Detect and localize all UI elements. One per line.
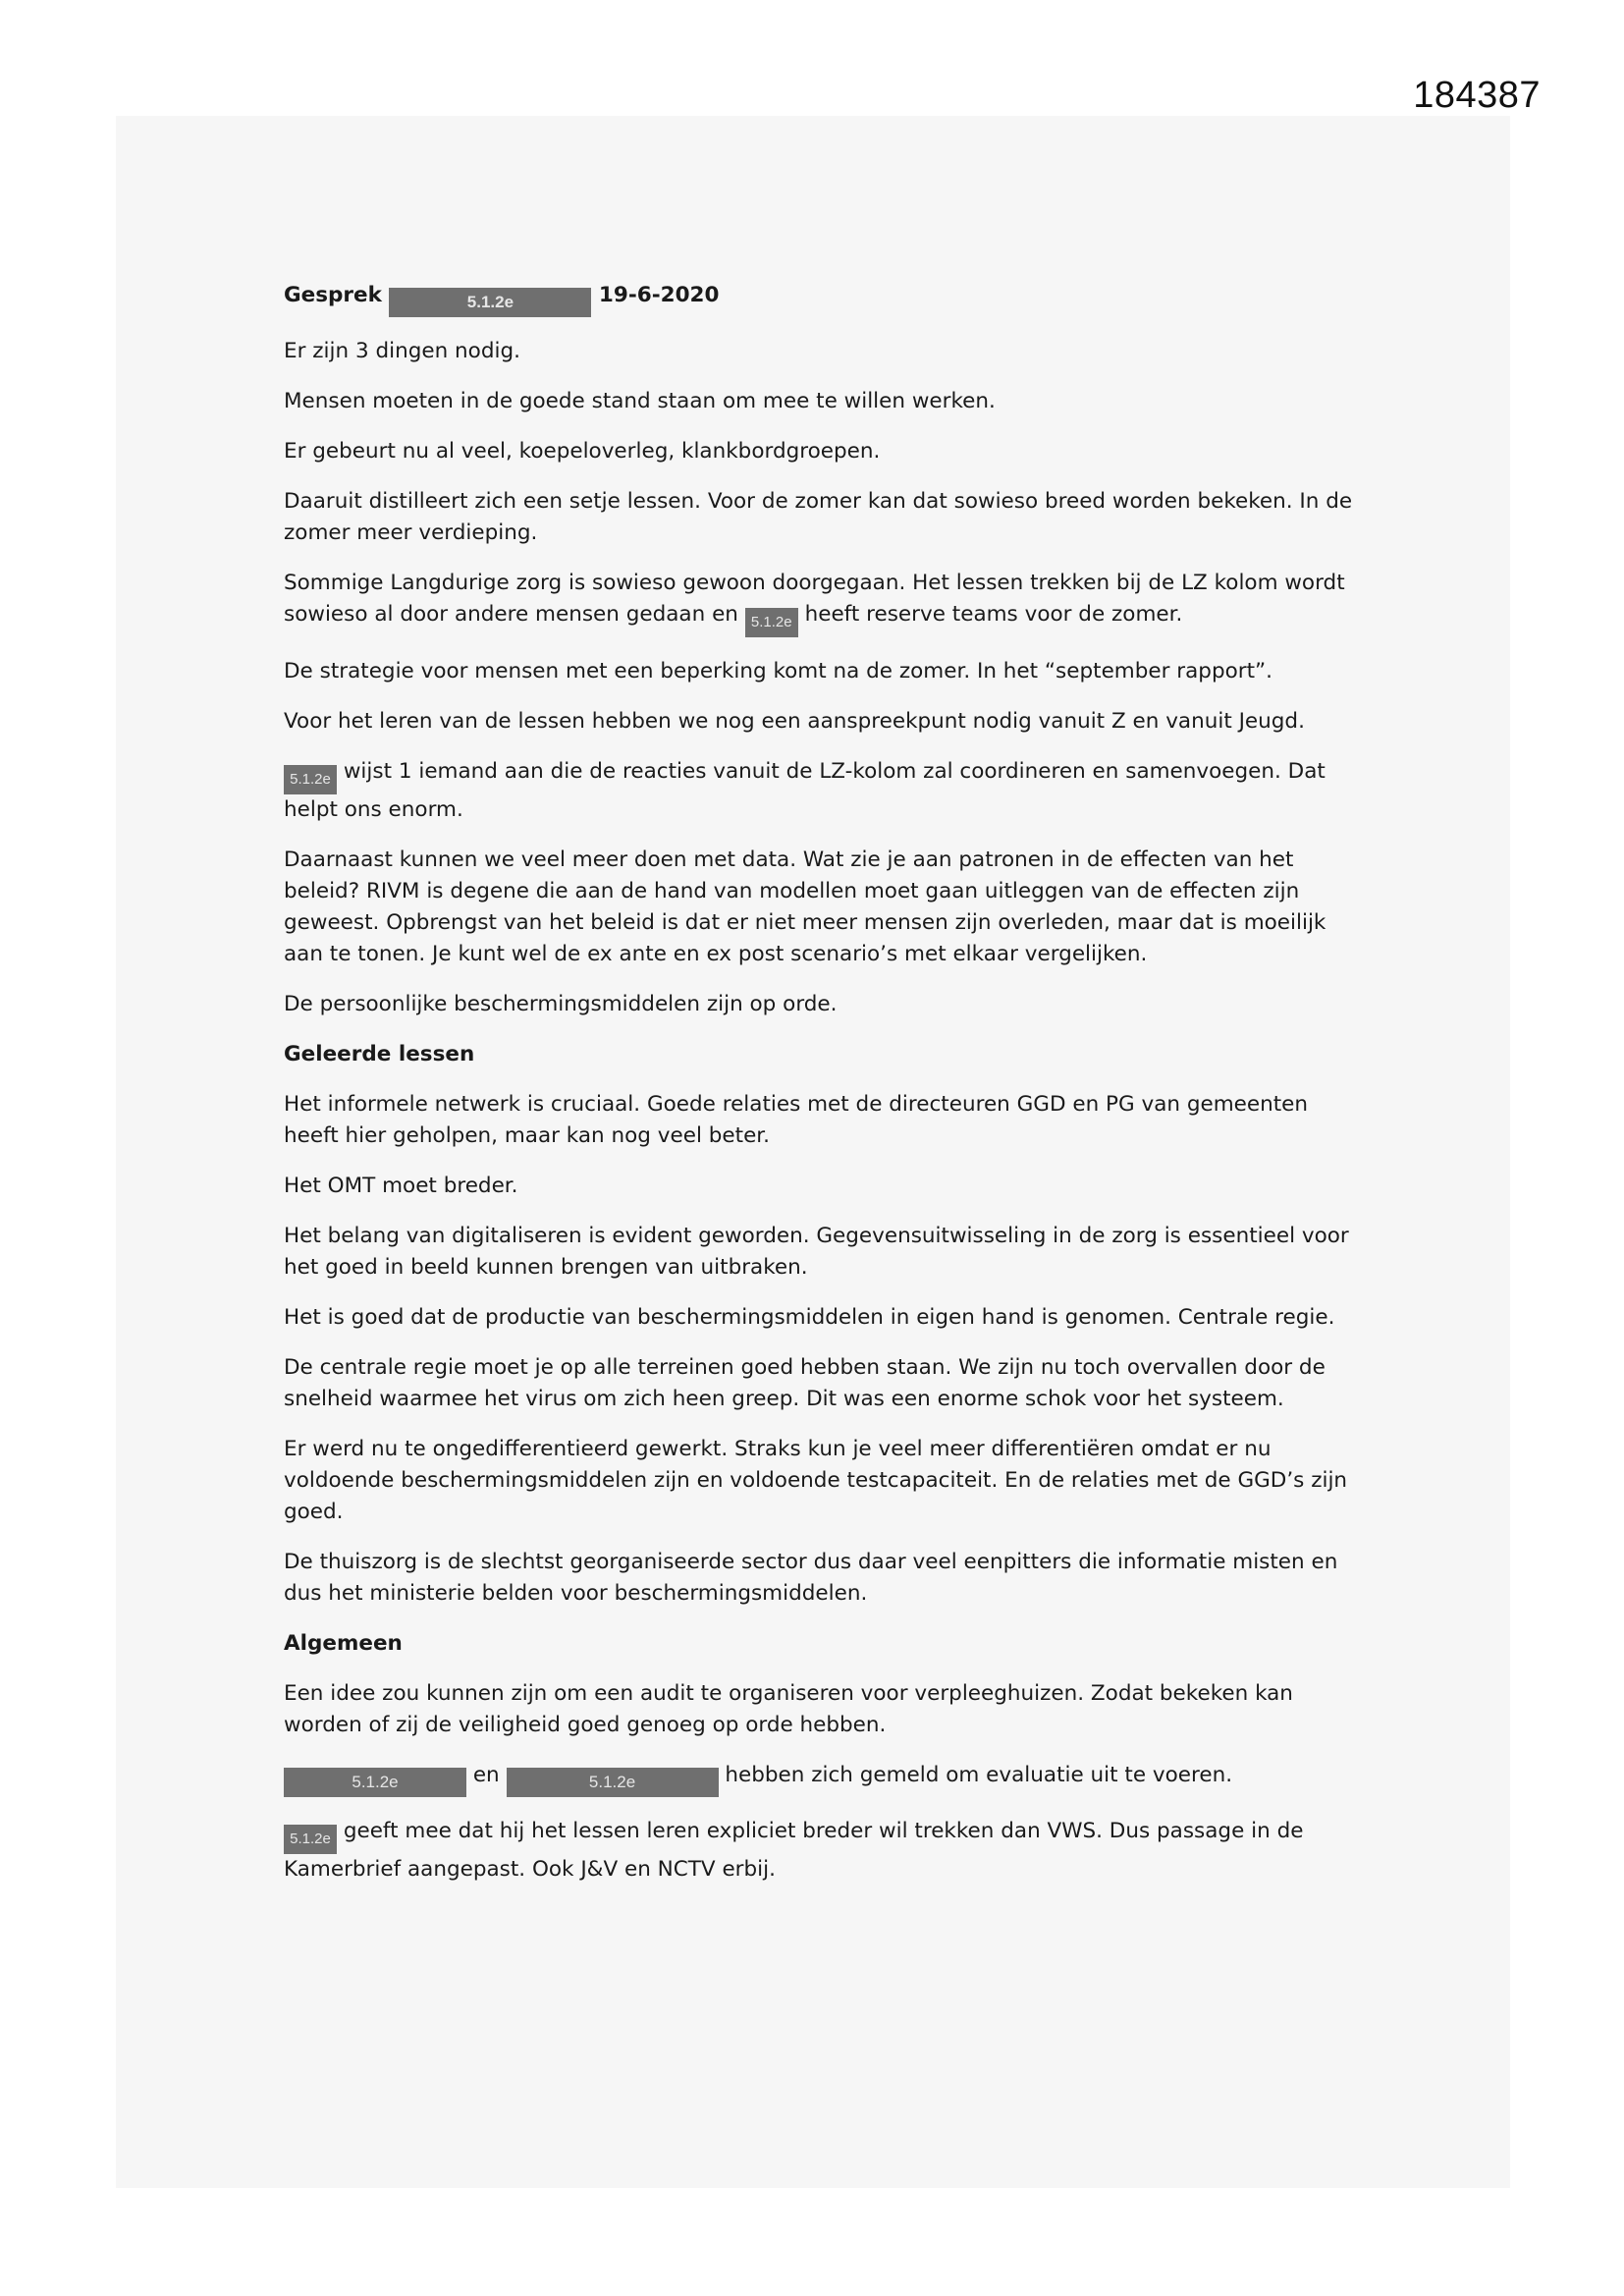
lesson-paragraph: Het belang van digitaliseren is evident geworden. Gegevensuitwisseling in de zorg is essentieel voor het goed in beeld kunnen brengen van uitbraken. [284, 1224, 1349, 1280]
paragraph-6: De strategie voor mensen met een beperking komt na de zomer. In het “september rapport”. [284, 659, 1272, 683]
lesson-paragraph: Er werd nu te ongedifferentieerd gewerkt. Straks kun je veel meer differentiëren omdat er nu voldoende beschermingsmiddelen zijn en voldoende testcapaciteit. En de relaties met de GGD’s zijn goed. [284, 1437, 1348, 1524]
header-prefix: Gesprek [284, 283, 382, 307]
general-paragraph-2 [284, 1760, 1354, 1797]
redaction-block: 5.1.2e [507, 1768, 719, 1797]
section-heading-general: Algemeen [284, 1631, 403, 1656]
paragraph-5 [284, 568, 1354, 637]
redaction-block: 5.1.2e [745, 608, 798, 637]
section-heading-lessons: Geleerde lessen [284, 1042, 475, 1066]
general-paragraph-1: Een idee zou kunnen zijn om een audit te organiseren voor verpleeghuizen. Zodat bekeken kan worden of zij de veiligheid goed genoeg op orde hebben. [284, 1681, 1293, 1737]
document-header [284, 280, 1354, 317]
document-number: 184387 [1413, 75, 1541, 116]
lesson-paragraph: Het is goed dat de productie van beschermingsmiddelen in eigen hand is genomen. Centrale regie. [284, 1305, 1335, 1330]
paragraph-1: Er zijn 3 dingen nodig. [284, 339, 520, 363]
paragraph-10: De persoonlijke beschermingsmiddelen zijn op orde. [284, 992, 838, 1016]
general-paragraph-2-text: hebben zich gemeld om evaluatie uit te voeren. [718, 1763, 1233, 1787]
paragraph-9: Daarnaast kunnen we veel meer doen met data. Wat zie je aan patronen in de effecten van het beleid? RIVM is degene die aan de hand van modellen moet gaan uitleggen van de effecten zijn geweest. Opbrengst van het beleid is dat er niet meer mensen zijn overleden, maar dat is moeilijk aan te tonen. Je kunt wel de ex ante en ex post scenario’s met elkaar vergelijken. [284, 847, 1326, 966]
paragraph-4: Daaruit distilleert zich een setje lessen. Voor de zomer kan dat sowieso breed worden bekeken. In de zomer meer verdieping. [284, 489, 1353, 545]
paragraph-8-text: wijst 1 iemand aan die de reacties vanuit de LZ-kolom zal coordineren en samenvoegen. Dat helpt ons enorm. [284, 759, 1326, 822]
paragraph-5-text-after: heeft reserve teams voor de zomer. [797, 602, 1183, 627]
header-date: 19-6-2020 [598, 283, 720, 307]
general-paragraph-2-mid: en [466, 1763, 507, 1787]
paragraph-5-text-before: Sommige Langdurige zorg is sowieso gewoon doorgegaan. Het lessen trekken bij de LZ kolom wordt sowieso al door andere mensen gedaan en [284, 571, 1345, 627]
paragraph-8 [284, 756, 1354, 826]
paragraph-7: Voor het leren van de lessen hebben we nog een aanspreekpunt nodig vanuit Z en vanuit Jeugd. [284, 709, 1305, 734]
paragraph-3: Er gebeurt nu al veel, koepeloverleg, klankbordgroepen. [284, 439, 881, 464]
redaction-block: 5.1.2e [284, 765, 337, 794]
lesson-paragraph: Het OMT moet breder. [284, 1174, 518, 1198]
lesson-paragraph: De centrale regie moet je op alle terreinen goed hebben staan. We zijn nu toch overvallen door de snelheid waarmee het virus om zich heen greep. Dit was een enorme schok voor het systeem. [284, 1355, 1326, 1411]
redaction-block: 5.1.2e [389, 288, 591, 317]
document-body [284, 280, 1354, 1904]
general-paragraph-3-text: geeft mee dat hij het lessen leren expliciet breder wil trekken dan VWS. Dus passage in de Kamerbrief aangepast. Ook J&V en NCTV erbij. [284, 1819, 1304, 1882]
redaction-block: 5.1.2e [284, 1768, 466, 1797]
lesson-paragraph: Het informele netwerk is cruciaal. Goede relaties met de directeuren GGD en PG van gemeenten heeft hier geholpen, maar kan nog veel beter. [284, 1092, 1309, 1148]
lesson-paragraph: De thuiszorg is de slechtst georganiseerde sector dus daar veel eenpitters die informatie misten en dus het ministerie belden voor beschermingsmiddelen. [284, 1550, 1338, 1606]
paragraph-2: Mensen moeten in de goede stand staan om mee te willen werken. [284, 389, 996, 413]
redaction-block: 5.1.2e [284, 1825, 337, 1854]
general-paragraph-3 [284, 1816, 1354, 1886]
